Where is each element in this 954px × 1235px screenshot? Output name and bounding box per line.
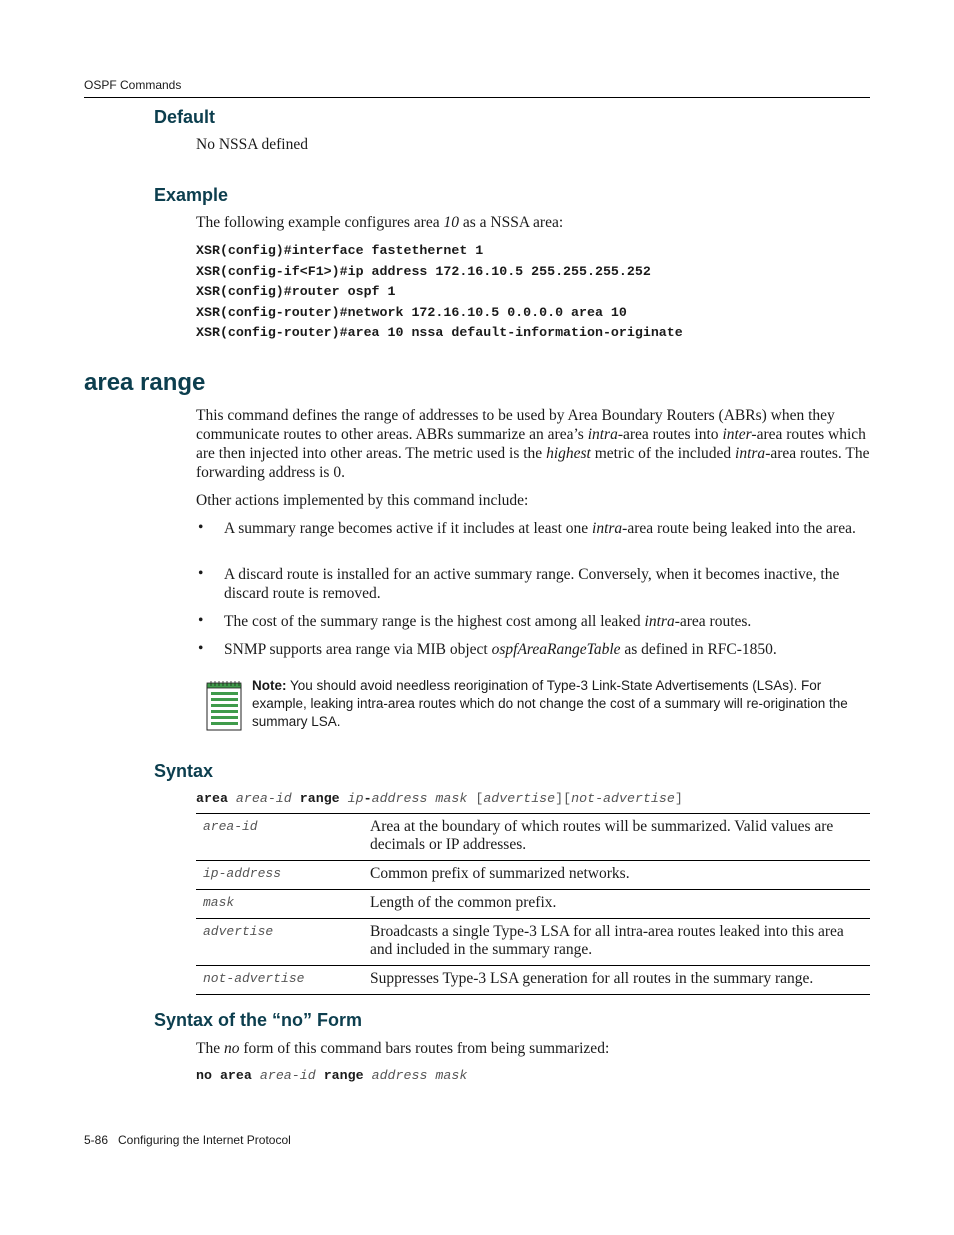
description-paragraph: This command defines the range of addresses to be used by Area Boundary Routers (ABRs) when they communicate routes to other areas. ABRs summarize an area’s intra-area routes into inter-area routes which are then injected into other areas. The metric used is the highest metric of the included intra-area routes. The forwarding address is 0. bbox=[196, 407, 870, 481]
table-row bbox=[196, 919, 870, 966]
param-description: Common prefix of summarized networks. bbox=[370, 861, 870, 890]
note-text: Note: You should avoid needless reorigination of Type-3 Link-State Advertisements (LSAs). For example, leaking intra-area routes which do not change the cost of a summary will re-origination the summary LSA. bbox=[252, 678, 848, 729]
no-form-text: The no form of this command bars routes from being summarized: bbox=[196, 1040, 610, 1057]
param-description: Area at the boundary of which routes will be summarized. Valid values are decimals or IP addresses. bbox=[370, 814, 870, 861]
code-line: XSR(config)#interface fastethernet 1 bbox=[196, 243, 484, 258]
bullet-item: A summary range becomes active if it includes at least one intra-area route being leaked into the area. bbox=[224, 520, 856, 537]
bullet-item: SNMP supports area range via MIB object ospfAreaRangeTable as defined in RFC-1850. bbox=[224, 641, 777, 658]
code-line: XSR(config-if<F1>)#ip address 172.16.10.5 255.255.255.252 bbox=[196, 263, 651, 279]
bullet-item: A discard route is installed for an active summary range. Conversely, when it becomes inactive, the discard route is removed. bbox=[224, 566, 840, 602]
no-form-syntax-line: no area area-id range address mask bbox=[196, 1068, 468, 1083]
bullet-marker: • bbox=[198, 612, 204, 629]
code-line: XSR(config-router)#network 172.16.10.5 0.0.0.0 area 10 bbox=[196, 304, 627, 320]
table-row bbox=[196, 861, 870, 890]
param-description: Broadcasts a single Type-3 LSA for all intra-area routes leaked into this area and included in the summary range. bbox=[370, 919, 870, 966]
table-row bbox=[196, 966, 870, 995]
param-name: area-id bbox=[196, 814, 370, 861]
running-head: OSPF Commands bbox=[84, 78, 182, 92]
no-form-heading: Syntax of the “no” Form bbox=[154, 1010, 363, 1030]
example-heading: Example bbox=[154, 185, 229, 205]
code-line: XSR(config)#router ospf 1 bbox=[196, 284, 396, 299]
page-footer: 5-86 Configuring the Internet Protocol bbox=[84, 1133, 291, 1147]
param-description: Suppresses Type-3 LSA generation for all routes in the summary range. bbox=[370, 966, 870, 995]
param-name: mask bbox=[196, 890, 370, 919]
notepad-icon bbox=[205, 681, 243, 731]
bullet-marker: • bbox=[198, 565, 204, 582]
code-line: XSR(config-router)#area 10 nssa default-information-originate bbox=[196, 325, 683, 340]
param-description: Length of the common prefix. bbox=[370, 890, 870, 919]
example-code-block bbox=[196, 241, 683, 344]
header-rule bbox=[84, 97, 870, 98]
section-title: area range bbox=[84, 369, 206, 396]
bullet-item: The cost of the summary range is the highest cost among all leaked intra-area routes. bbox=[224, 613, 752, 630]
default-heading: Default bbox=[154, 107, 216, 127]
bullet-marker: • bbox=[198, 640, 204, 657]
param-name: not-advertise bbox=[196, 966, 370, 995]
param-name: advertise bbox=[196, 919, 370, 966]
table-row bbox=[196, 814, 870, 861]
actions-intro: Other actions implemented by this command include: bbox=[196, 492, 529, 509]
syntax-line: area area-id range ip-address mask [advertise][not-advertise] bbox=[196, 791, 683, 806]
bullet-marker: • bbox=[198, 519, 204, 536]
table-row bbox=[196, 890, 870, 919]
syntax-heading: Syntax bbox=[154, 761, 214, 781]
parameter-table bbox=[196, 813, 870, 995]
param-name: ip-address bbox=[196, 861, 370, 890]
default-text: No NSSA defined bbox=[196, 136, 308, 153]
example-intro: The following example configures area 10 as a NSSA area: bbox=[196, 214, 564, 231]
